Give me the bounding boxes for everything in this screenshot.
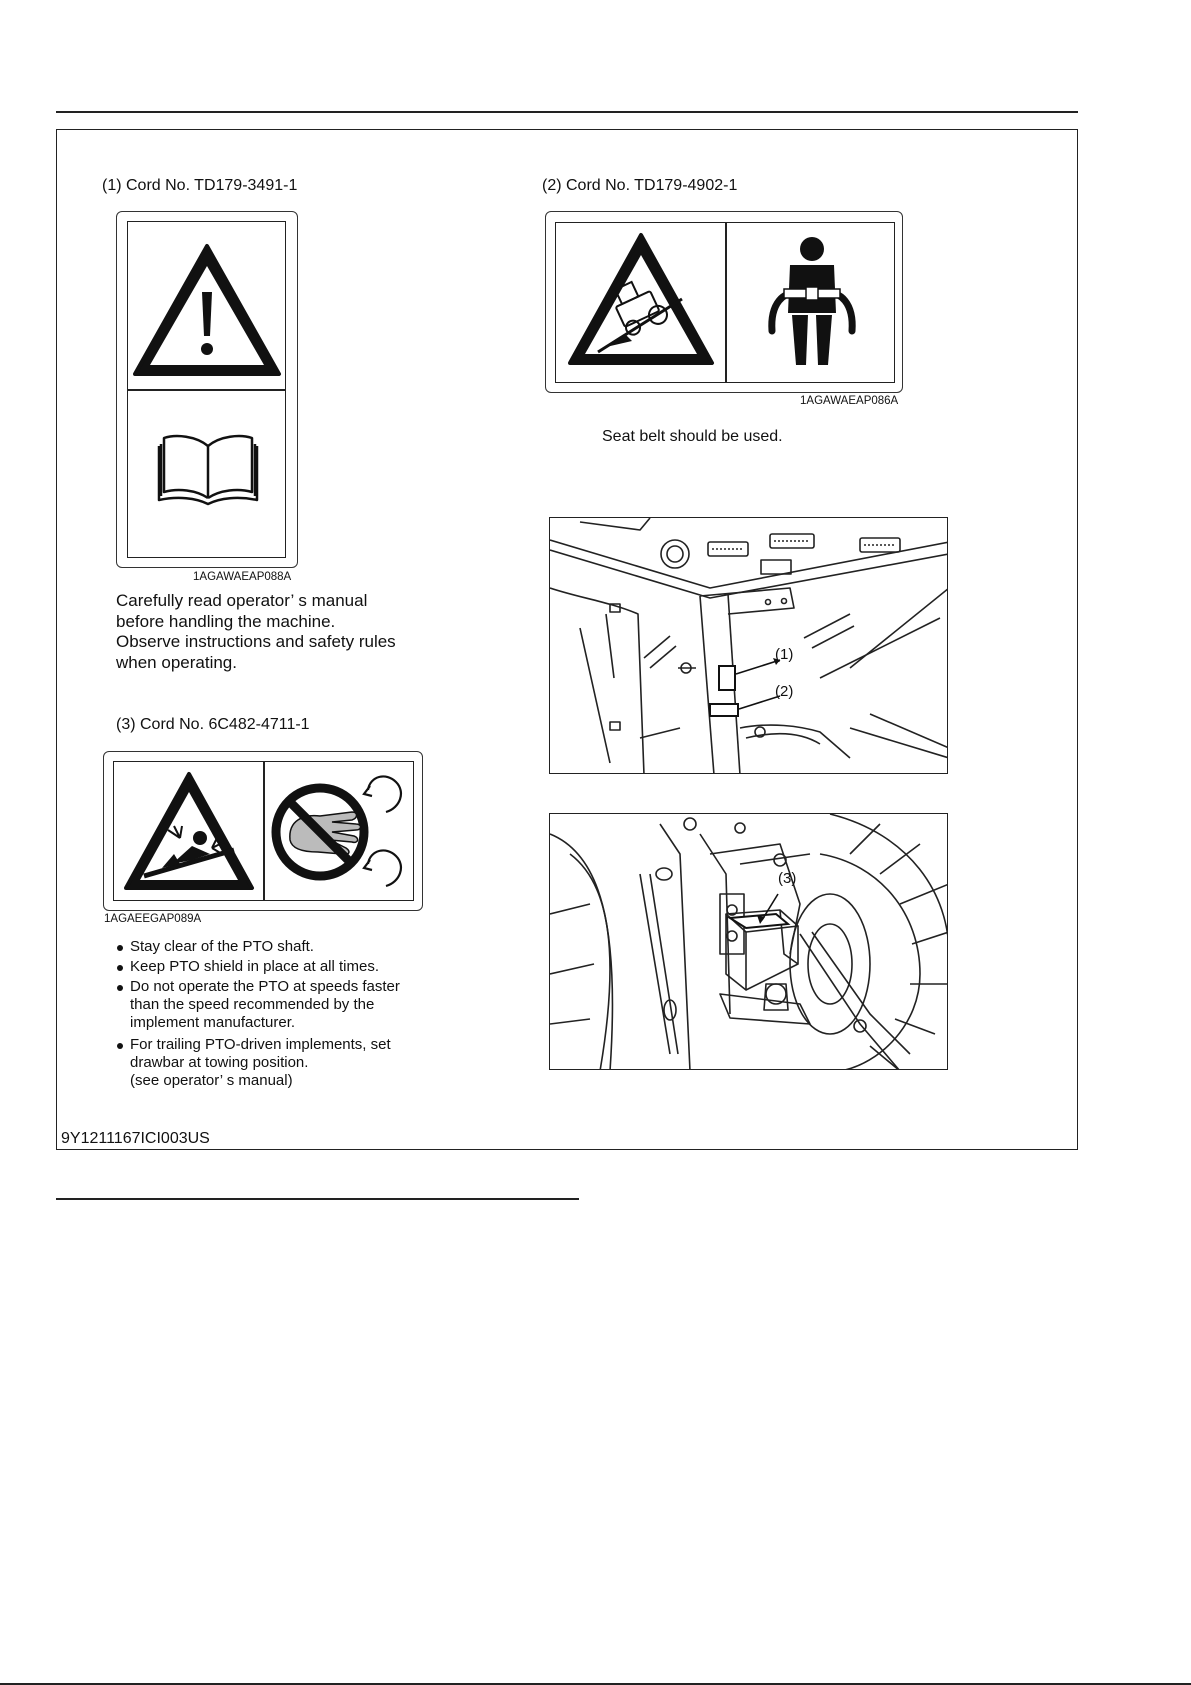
list-item-line: (see operator’ s manual) [130,1072,293,1089]
list-item-line: implement manufacturer. [130,1014,296,1031]
decal1-description-line: Carefully read operator’ s manual [116,591,368,610]
decal1-description-line: Observe instructions and safety rules [116,632,396,651]
decal3-sticker [103,751,423,911]
rollover-hazard-icon [566,229,716,369]
decal2-inner [555,222,895,383]
doc-code: 9Y1211167ICI003US [61,1130,210,1147]
decal1-divider [128,389,285,391]
callout-label: (2) [775,683,794,700]
no-hands-rotating-icon [268,768,414,898]
decal1-description-line: when operating. [116,652,237,672]
decal1-sticker [116,211,298,568]
list-item-line: than the speed recommended by the [130,996,375,1013]
decal1-description-line: before handling the machine. [116,611,336,631]
decal2-sticker [545,211,903,393]
rear-hitch-drawing [550,814,948,1070]
decal1-inner [127,221,286,558]
decal2-divider [725,223,727,382]
rear-hitch-figure [549,813,948,1070]
list-item-line: drawbar at towing position. [130,1054,309,1071]
bottom-rule [0,1683,1191,1685]
decal3-inner [113,761,414,901]
decal1-image-code: 1AGAWAEAP088A [193,571,292,583]
list-item-line: Keep PTO shield in place at all times. [130,958,380,975]
list-item-line: Stay clear of the PTO shaft. [130,938,314,955]
callout-label: (1) [775,646,794,663]
decal3-safety-list [116,938,446,1092]
list-item [116,938,446,956]
list-item [116,958,446,976]
decal3-title: (3) Cord No. 6C482-4711-1 [116,716,310,733]
list-item [116,1036,446,1090]
cab-interior-drawing [550,518,948,774]
decal3-divider [263,762,265,900]
warning-triangle-icon [131,240,283,380]
decal2-description: Seat belt should be used. [602,428,783,445]
decal2-image-code: 1AGAWAEAP086A [800,395,899,407]
list-item [116,978,446,1032]
open-book-icon [156,432,260,508]
seat-belt-icon [762,233,862,373]
list-item-line: Do not operate the PTO at speeds faster [130,978,400,995]
top-rule [56,111,1078,113]
decal2-title: (2) Cord No. TD179-4902-1 [542,177,738,194]
callout-label: (3) [778,870,797,887]
decal3-image-code: 1AGAEEGAP089A [104,913,202,925]
list-item-line: For trailing PTO-driven implements, set [130,1036,391,1053]
decal1-title: (1) Cord No. TD179-3491-1 [102,177,298,194]
entanglement-hazard-icon [122,768,256,894]
cab-interior-figure [549,517,948,774]
decal1-description [116,591,396,673]
lower-rule [56,1198,579,1200]
